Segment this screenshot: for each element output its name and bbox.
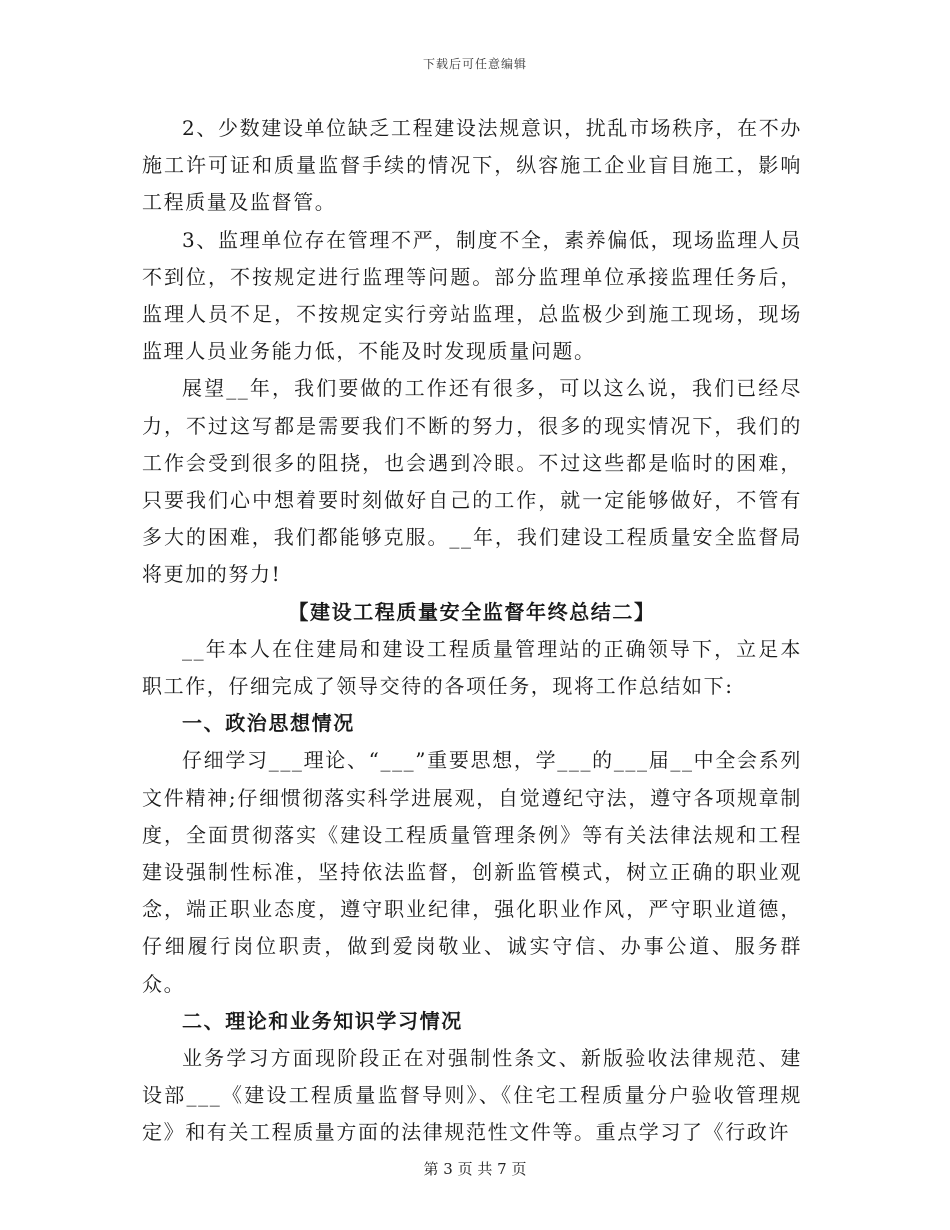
paragraph: 2、少数建设单位缺乏工程建设法规意识，扰乱市场秩序，在不办施工许可证和质量监督手续的情况下，纵容施工企业盲目施工，影响工程质量及监督管。	[142, 116, 802, 215]
section-heading: 一、政治思想情况	[182, 711, 355, 736]
paragraph: 业务学习方面现阶段正在对强制性条文、新版验收法律规范、建设部___《建设工程质量监督导则》、《住宅工程质量分户验收管理规定》和有关工程质量方面的法律规范性文件等。重点学习了《行政许	[142, 1046, 802, 1145]
paragraph: 仔细学习___理论、“___”重要思想，学___的___届__中全会系列文件精神;仔细惯彻落实科学进展观，自觉遵纪守法，遵守各项规章制度，全面贯彻落实《建设工程质量管理条例》等有关法律法规和工程建设强制性标准，坚持依法监督，创新监管模式，树立正确的职业观念，端正职业态度，遵守职业纪律，强化职业作风，严守职业道德，仔细履行岗位职责，做到爱岗敬业、诚实守信、办事公道、服务群众。	[142, 748, 802, 996]
page-number: 第 3 页 共 7 页	[423, 1160, 527, 1178]
section-title: 【建设工程质量安全监督年终总结二】	[288, 599, 656, 624]
paragraph: 3、监理单位存在管理不严，制度不全，素养偏低，现场监理人员不到位，不按规定进行监理等问题。部分监理单位承接监理任务后，监理人员不足，不按规定实行旁站监理，总监极少到施工现场，现场监理人员业务能力低，不能及时发现质量问题。	[142, 227, 802, 364]
document-body	[142, 110, 802, 1152]
section-heading: 二、理论和业务知识学习情况	[182, 1008, 463, 1033]
page-header-note: 下载后可任意编辑	[422, 57, 527, 71]
paragraph: __年本人在住建局和建设工程质量管理站的正确领导下，立足本职工作，仔细完成了领导交待的各项任务，现将工作总结如下:	[142, 636, 802, 699]
paragraph: 展望__年，我们要做的工作还有很多，可以这么说，我们已经尽力，不过这写都是需要我们不断的努力，很多的现实情况下，我们的工作会受到很多的阻挠，也会遇到冷眼。不过这些都是临时的困难，只要我们心中想着要时刻做好自己的工作，就一定能够做好，不管有多大的困难，我们都能够克服。__年，我们建设工程质量安全监督局将更加的努力!	[142, 376, 802, 587]
